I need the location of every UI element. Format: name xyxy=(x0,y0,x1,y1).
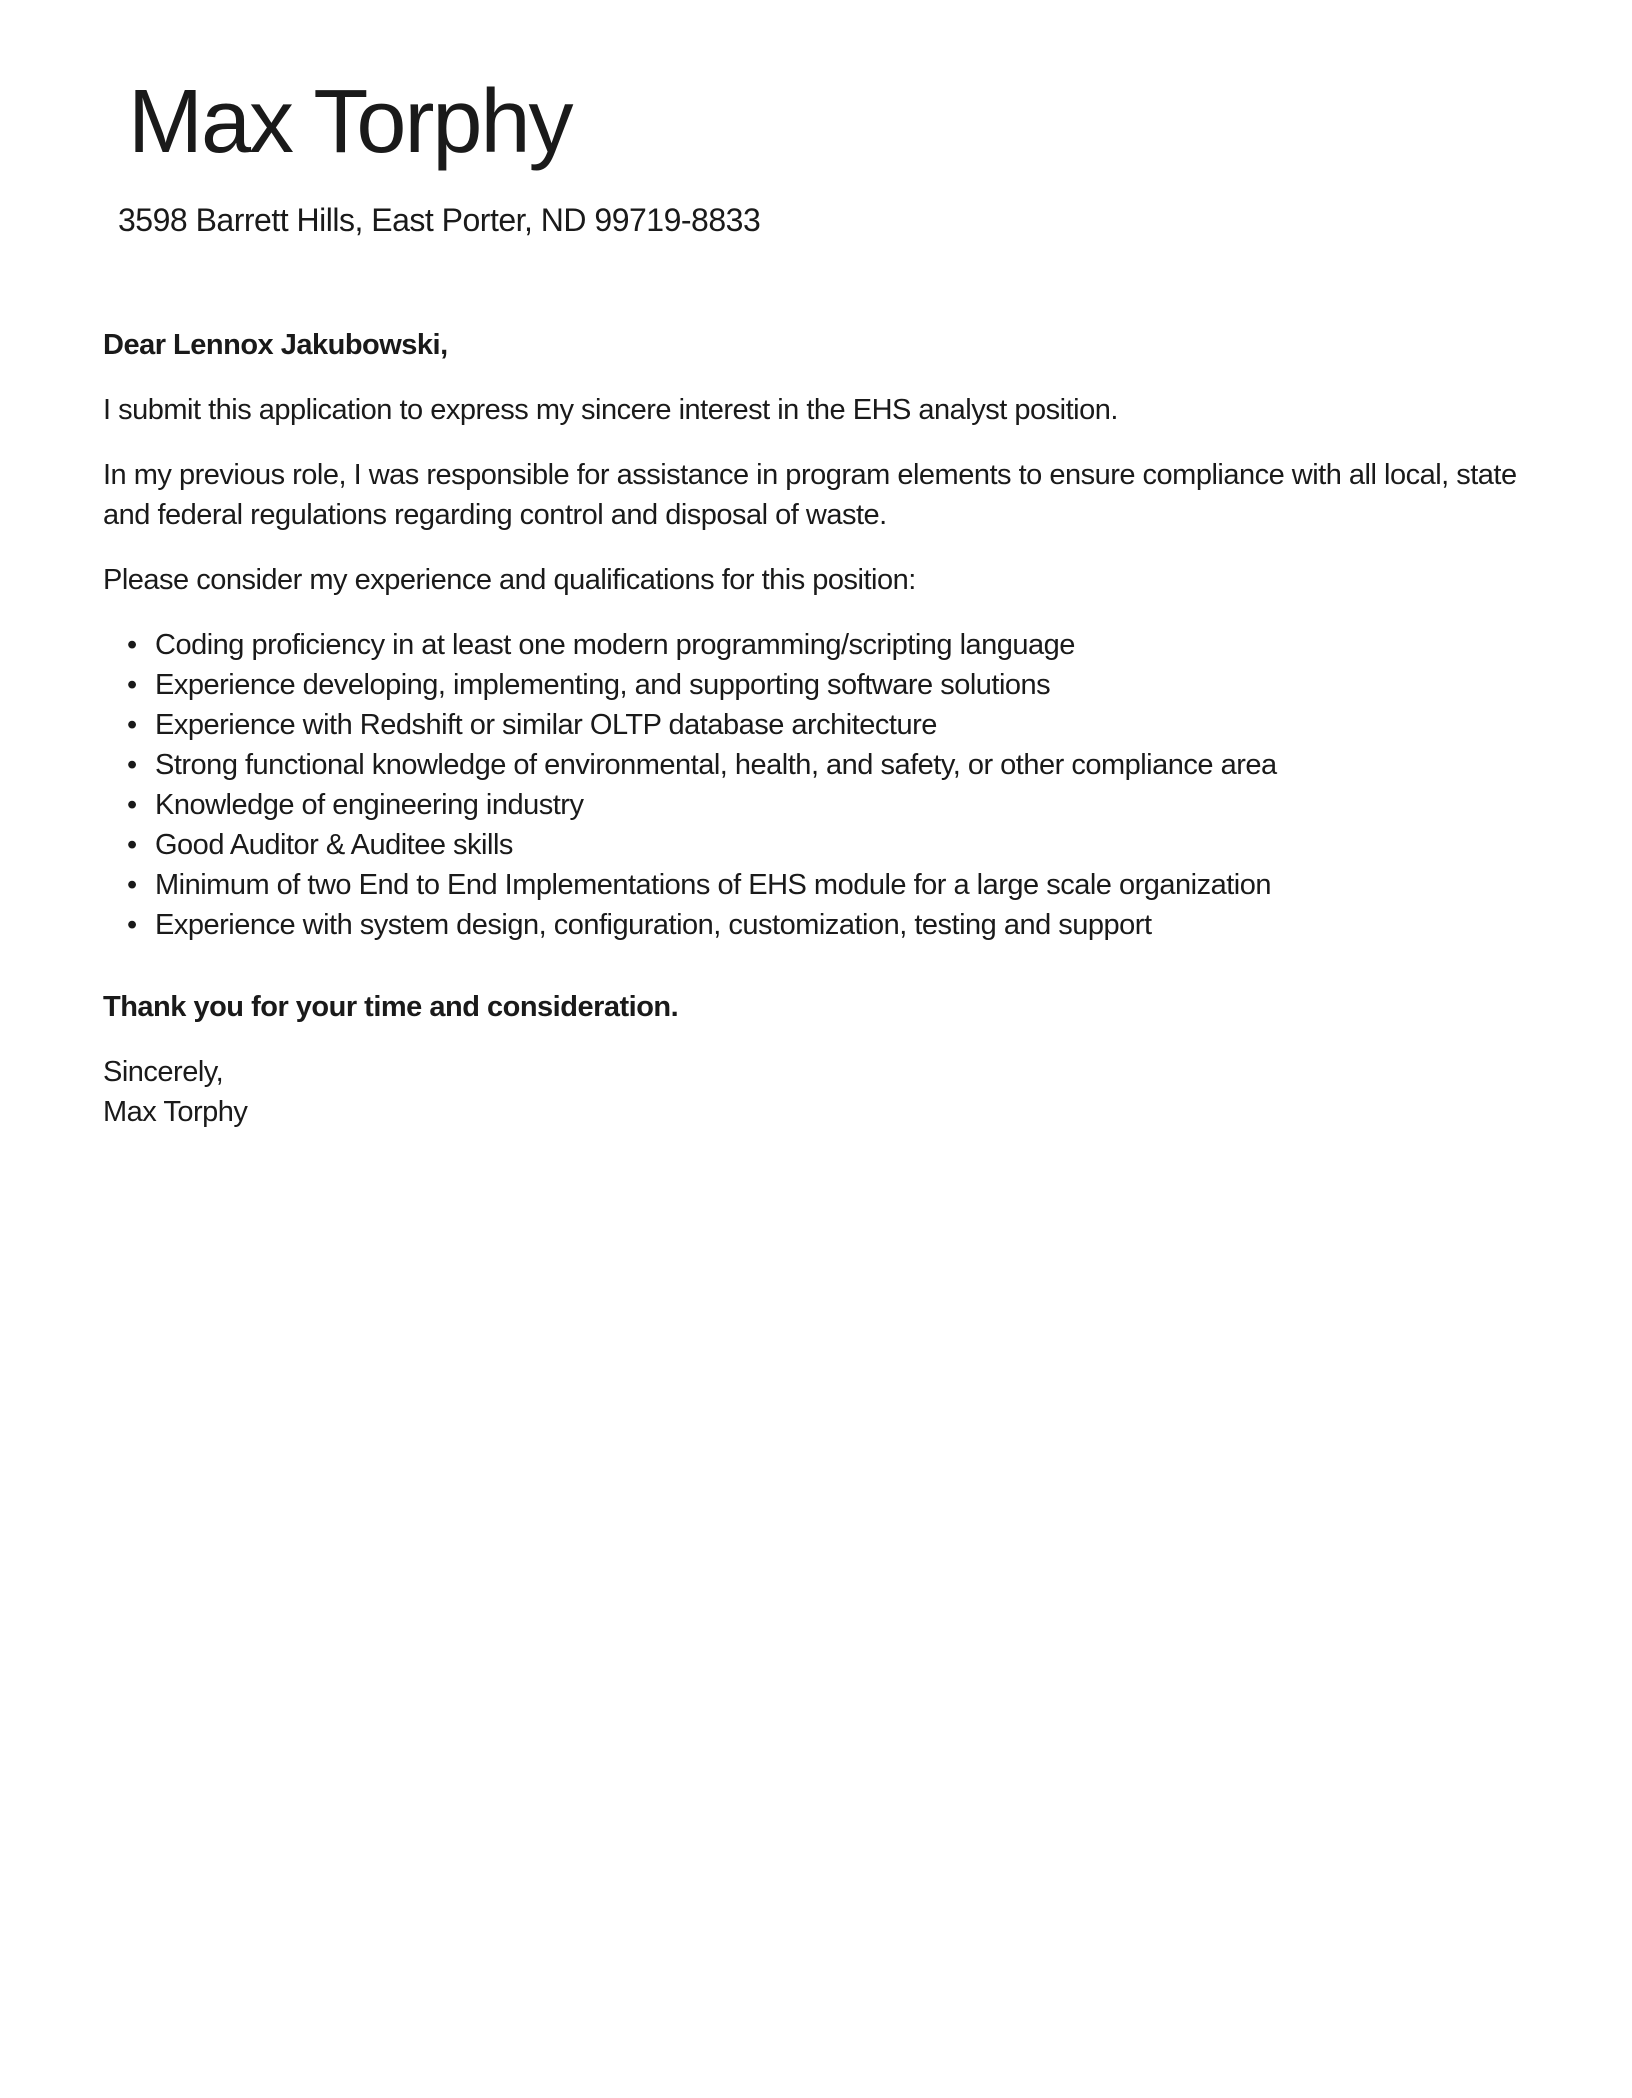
qualifications-lead: Please consider my experience and qualifications for this position: xyxy=(103,564,916,596)
qualification-item: • Coding proficiency in at least one modern programming/scripting language xyxy=(103,625,1529,665)
previous-role-paragraph: In my previous role, I was responsible for assistance in program elements to ensure compliance with all local, state and federal regulations regarding control and disposal of waste. xyxy=(103,459,1517,531)
intro-paragraph: I submit this application to express my sincere interest in the EHS analyst position. xyxy=(103,394,1118,426)
qualification-item: • Experience with Redshift or similar OLTP database architecture xyxy=(103,705,1529,745)
closing-paragraph: Thank you for your time and consideration. xyxy=(103,991,679,1023)
signature: Max Torphy xyxy=(103,1096,248,1128)
qualification-item: • Experience with system design, configuration, customization, testing and support xyxy=(103,905,1529,945)
qualification-item: • Minimum of two End to End Implementations of EHS module for a large scale organization xyxy=(103,865,1529,905)
letter-body xyxy=(103,325,1529,1132)
qualification-item: • Good Auditor & Auditee skills xyxy=(103,825,1529,865)
signoff-block xyxy=(103,1052,1529,1132)
applicant-address: 3598 Barrett Hills, East Porter, ND 99719-8833 xyxy=(118,202,761,238)
signoff: Sincerely, xyxy=(103,1056,224,1088)
applicant-name: Max Torphy xyxy=(128,72,572,172)
qualification-item: • Experience developing, implementing, and supporting software solutions xyxy=(103,665,1529,705)
greeting: Dear Lennox Jakubowski, xyxy=(103,329,448,361)
qualification-item: • Knowledge of engineering industry xyxy=(103,785,1529,825)
qualifications-list xyxy=(103,625,1529,945)
qualification-item: • Strong functional knowledge of environmental, health, and safety, or other compliance area xyxy=(103,745,1529,785)
